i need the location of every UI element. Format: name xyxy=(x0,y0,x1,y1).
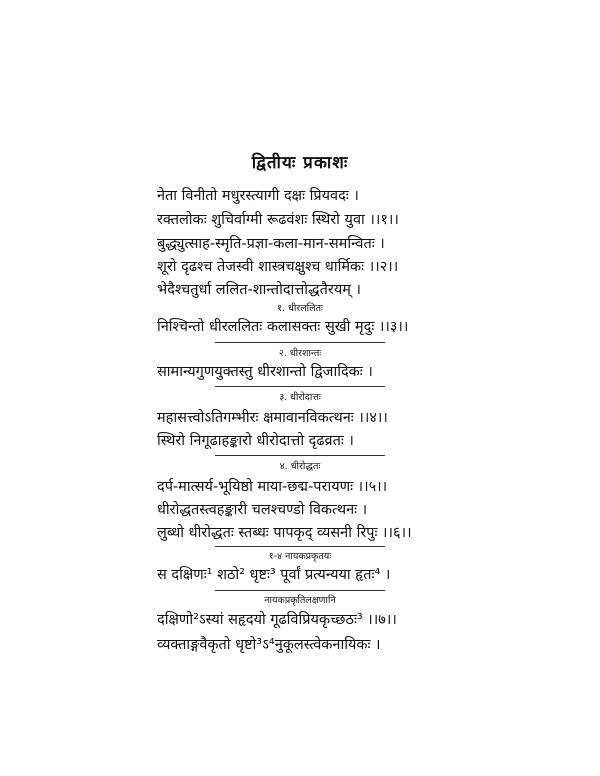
verse-line: लुब्धो धीरोद्धतः स्तब्धः पापकृद् व्यसनी रिपुः ।।६।। xyxy=(157,525,412,541)
verse-line: भेदैश्चतुर्धा ललित-शान्तोदात्तोद्धतैरयम् । xyxy=(157,282,362,298)
verse-line: स्थिरो निगूढाहङ्कारो धीरोदात्तो दृढव्रतः । xyxy=(157,433,354,449)
verse-line: निश्चिन्तो धीरललितः कलासक्तः सुखी मृदुः ।।३।। xyxy=(157,319,409,335)
verse-line: दक्षिणो²ऽस्यां सहृदयो गूढविप्रियकृच्छठः³ ।।७।। xyxy=(157,612,397,628)
verse-line: व्यक्ताङ्गवैकृतो धृष्टो³ऽ⁴नुकूलस्त्वेकनायिकः । xyxy=(157,637,381,653)
verse-line: बुद्ध्युत्साह-स्मृति-प्रज्ञा-कला-मान-समन्वितः । xyxy=(157,236,385,252)
verse-line: शूरो दृढश्च तेजस्वी शास्त्रचक्षुश्च धार्मिकः ।।२।। xyxy=(157,259,399,275)
section-heading: १. धीरललितः xyxy=(277,303,323,314)
verse-line: दर्प-मात्सर्य-भूयिष्ठो माया-छद्म-परायणः ।।५।। xyxy=(157,479,388,495)
section-divider xyxy=(215,386,385,387)
verse-line: महासत्त्वोऽतिगम्भीरः क्षमावानविकत्थनः ।।४।। xyxy=(157,410,388,426)
verse-line: स दक्षिणः¹ शठो² धृष्टः³ पूर्वां प्रत्यन्यया हृतः⁴ । xyxy=(157,567,391,583)
section-divider xyxy=(215,342,385,343)
chapter-title: द्वितीयः प्रकाशः xyxy=(251,153,349,173)
verse-line: धीरोद्धतस्त्वहङ्कारी चलश्चण्डो विकत्थनः । xyxy=(157,502,368,518)
section-heading: ३. धीरोदात्तः xyxy=(279,392,321,403)
section-divider xyxy=(215,455,385,456)
verse-line: नेता विनीतो मधुरस्त्यागी दक्षः प्रियवदः । xyxy=(157,188,359,204)
section-heading: १-४ नायकप्रकृतयः xyxy=(268,551,332,562)
section-heading: नायकप्रकृतिलक्षणानि xyxy=(264,595,336,606)
verse-line: रक्तलोकः शुचिर्वाग्मी रूढवंशः स्थिरो युवा ।।१।। xyxy=(157,212,399,228)
section-divider xyxy=(215,590,385,591)
verse-line: सामान्यगुणयुक्तस्तु धीरशान्तो द्विजादिकः । xyxy=(157,364,373,380)
section-heading: २. धीरशान्तः xyxy=(278,348,322,359)
section-divider xyxy=(215,546,385,547)
section-heading: ४. धीरोद्धतः xyxy=(279,461,321,472)
